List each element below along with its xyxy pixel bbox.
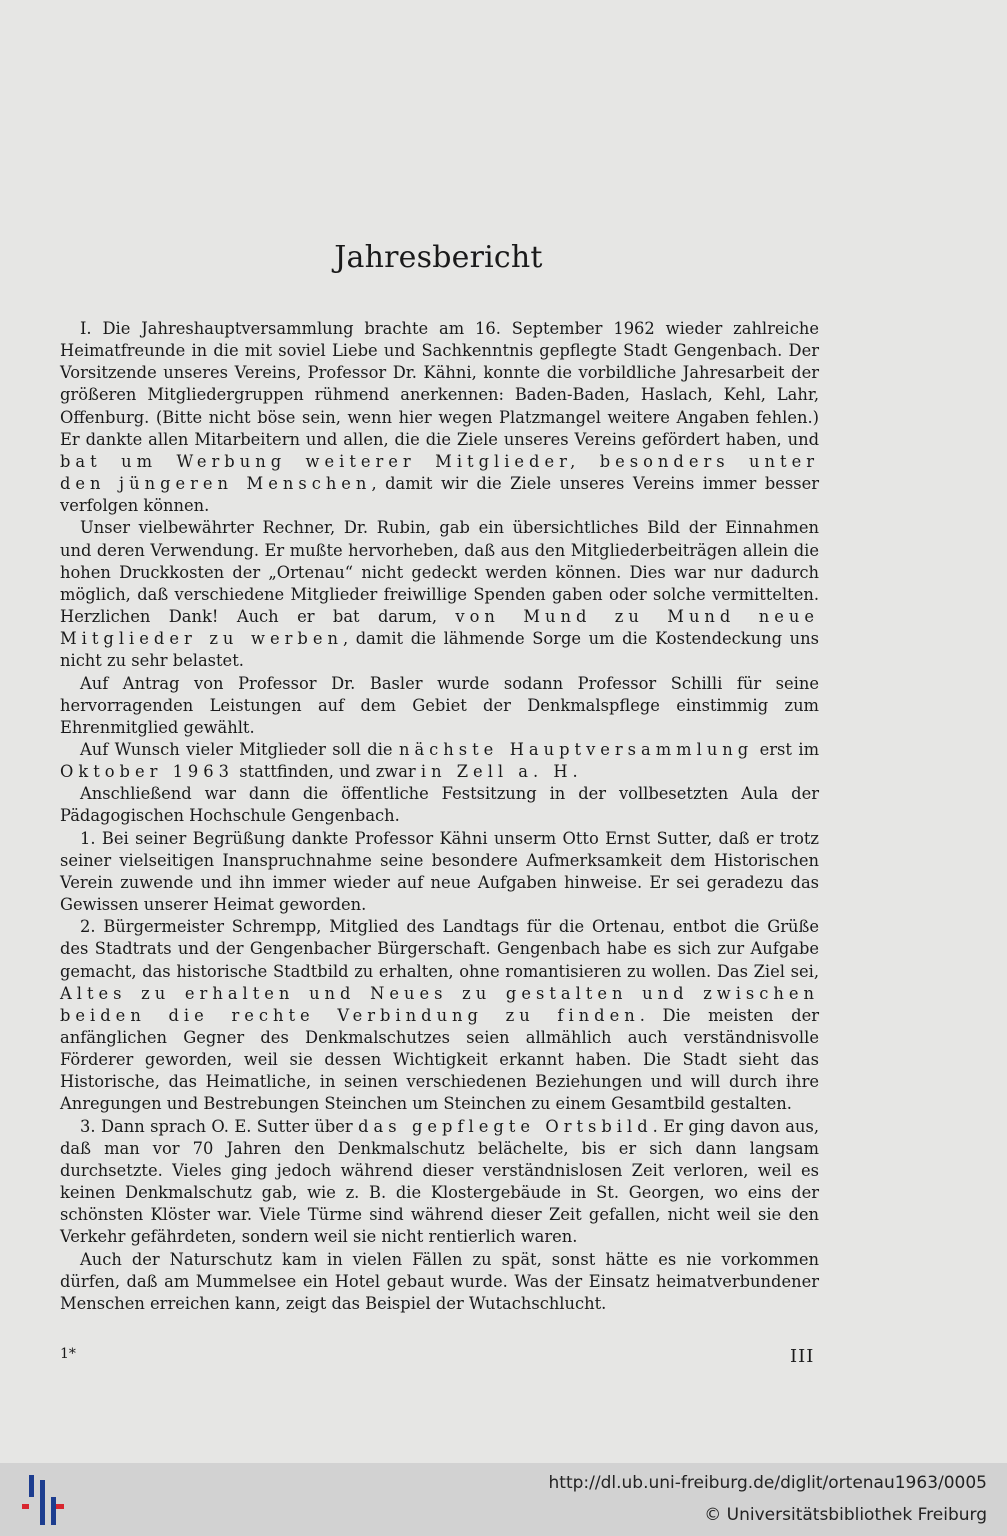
text: , damit die lähmende Sorge um die Kostendeckung uns nicht zu sehr belastet. [60,629,819,671]
report-body [60,318,819,1315]
library-banner [0,1463,1007,1536]
paragraph-8 [60,1116,819,1249]
paragraph-1 [60,318,819,517]
spaced-text: Altes zu erhalten und Neues zu gestalten und zwischen beiden die rechte Verbindung zu finden [60,983,819,1025]
text: 2. Bürgermeister Schrempp, Mitglied des Landtags für die Ortenau, entbot die Grüße des Stadtrats und der Gengenbacher Bürgerschaft. Gengenbach habe es sich zur Aufgabe gemacht, das historische Stadtbild zu erhalten, ohne romantisieren zu wollen. Das Ziel sei, [60,917,819,981]
spaced-text: das gepflegte Ortsbild [358,1116,653,1136]
text: 3. Dann sprach O. E. Sutter über [80,1116,359,1136]
paragraph-7 [60,916,819,1115]
paragraph-2 [60,517,819,672]
spaced-text: nächste Hauptversammlung [398,739,754,759]
spaced-text: bat um Werbung weiterer Mitglieder, besonders unter den jüngeren Menschen [60,451,819,494]
signature-mark: 1* [60,1346,76,1362]
text: I. Die Jahreshauptversammlung brachte am 16. September 1962 wieder zahlreiche Heimatfreunde in die mit soviel Liebe und Sachkenntnis gepflegte Stadt Gengenbach. Der Vorsitzende unseres Vereins, Professor Dr. Kähni, konnte die vorbildliche Jahresarbeit der größeren Mitgliedergruppen rühmend anerkennen: Baden-Baden, Haslach, Kehl, Lahr, Offenburg. (Bitte nicht böse sein, wenn hier wegen Platzmangel weitere Angaben fehlen.) Er dankte allen Mitarbeitern und allen, die die Ziele unseres Vereins gefördert haben, und [60,319,819,449]
text: . Er ging davon aus, daß man vor 70 Jahren den Denkmalschutz belächelte, bis er sich dann langsam durchsetzte. Vieles ging jedoch während dieser verständnislosen Zeit verloren, weil es keinen Denkmalschutz gab, wie z. B. die Klostergebäude in St. Georgen, wo eins der schönsten Klöster war. Viele Türme sind während dieser Zeit gefallen, nicht weil sie den Verkehr gefährdeten, sondern weil sie nicht rentierlich waren. [60,1116,820,1247]
text: erst im [753,739,820,759]
text: Unser vielbewährter Rechner, Dr. Rubin, gab ein übersichtliches Bild der Einnahmen und deren Verwendung. Er mußte hervorheben, daß aus den Mitgliederbeiträgen allein die hohen Druckkosten der „Ortenau“ nicht gedeckt werden können. Dies war nur dadurch möglich, daß verschiedene Mitglieder freiwillige Spenden gaben oder solche vermittelten. Herzlichen Dank! Auch er bat darum, [60,518,819,627]
page-number: III [790,1346,815,1367]
spaced-text: in Zell a. H. [420,762,583,782]
text: . Die meisten der anfänglichen Gegner des Denkmalschutzes seien allmählich auch verständnisvolle Förderer geworden, weil sie dessen Wichtigkeit erkannt haben. Die Stadt sieht das Historische, das Heimatliche, in seinen verschiedenen Beziehungen und will durch ihre Anregungen und Bestrebungen Steinchen um Steinchen zu einem Gesamtbild gestalten. [60,1005,819,1114]
text: Auf Wunsch vieler Mitglieder soll die [80,739,399,759]
text: , damit wir die Ziele unseres Vereins immer besser verfolgen können. [60,474,820,516]
spaced-text: von Mund zu Mund neue Mitglieder zu werben [60,607,819,649]
paragraph-3: Auf Antrag von Professor Dr. Basler wurde sodann Professor Schilli für seine hervorragenden Leistungen auf dem Gebiet der Denkmalspflege einstimmig zum Ehrenmitglied gewählt. [60,673,819,737]
copyright-notice: © Universitätsbibliothek Freiburg [704,1505,987,1525]
spaced-text: Oktober 1963 [60,762,235,782]
text: stattfinden, und zwar [234,762,421,782]
source-url-link[interactable]: http://dl.ub.uni-freiburg.de/diglit/ortenau1963/0005 [548,1473,987,1493]
paragraph-9: Auch der Naturschutz kam in vielen Fällen zu spät, sonst hätte es nie vorkommen dürfen, daß am Mummelsee ein Hotel gebaut wurde. Was der Einsatz heimatverbundener Menschen erreichen kann, zeigt das Beispiel der Wutachschlucht. [60,1249,819,1313]
paragraph-5: Anschließend war dann die öffentliche Festsitzung in der vollbesetzten Aula der Pädagogischen Hochschule Gengenbach. [60,784,819,826]
paragraph-6: 1. Bei seiner Begrüßung dankte Professor Kähni unserm Otto Ernst Sutter, daß er trotz seiner vielseitigen Inanspruchnahme seine besondere Aufmerksamkeit dem Historischen Verein zuwende und ihn immer wieder auf neue Aufgaben hinweise. Er sei geradezu das Gewissen unserer Heimat geworden. [60,828,819,915]
page-title: Jahresbericht [334,240,543,275]
paragraph-4 [60,739,819,783]
ub-freiburg-logo-icon [22,1475,64,1525]
